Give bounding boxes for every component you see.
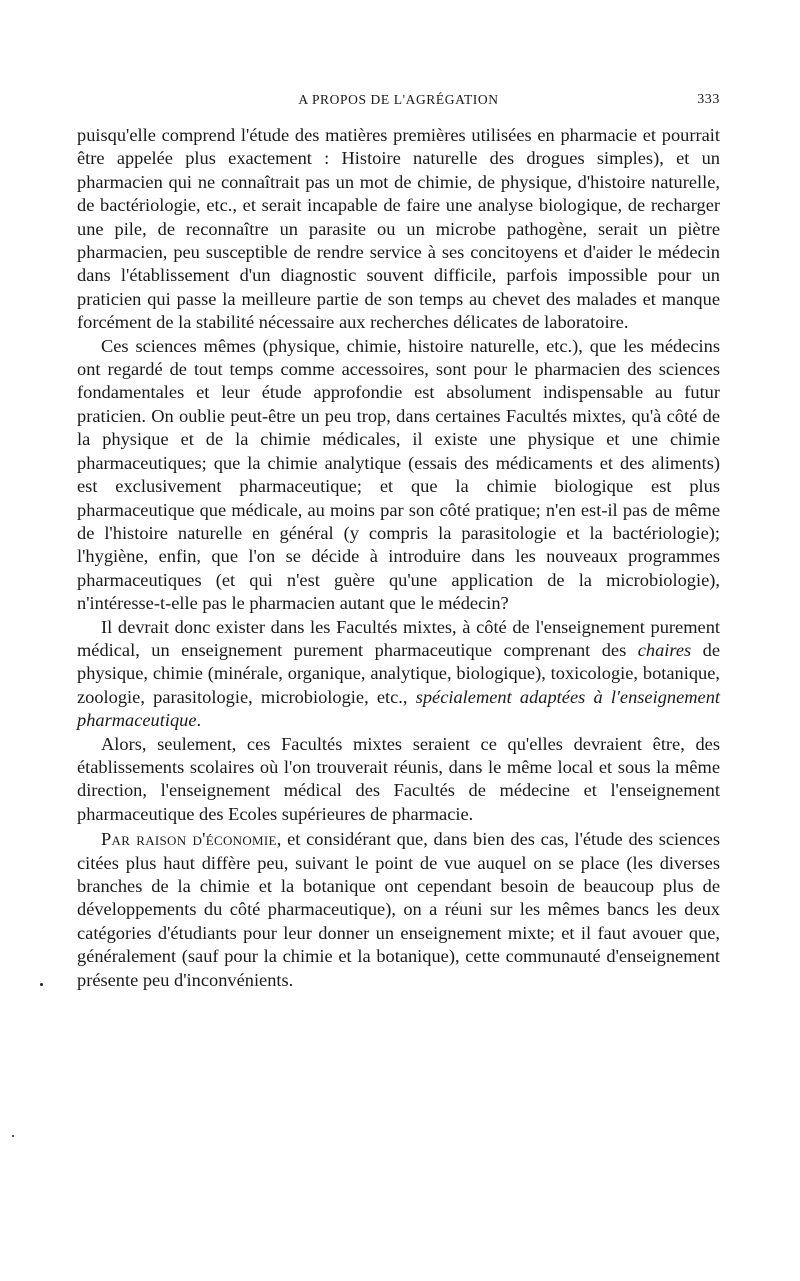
paragraph-3-text-middle: de physique, chimie (minérale, organique, analytique, biologique), toxicologie, botanique, zoologie, parasitologie, microbiologie, etc.,: [77, 639, 721, 707]
paragraph-3-italic-chaires: chaires: [637, 639, 692, 660]
paragraph-5-smallcaps-lead: Par raison d'économie: [101, 829, 277, 850]
body-text: [77, 124, 720, 992]
paragraph-3-text-before: Il devrait donc exister dans les Facultés mixtes, à côté de l'enseignement purement médical, un enseignement purement pharmaceutique comprenant des: [77, 616, 720, 660]
paragraph-4: Alors, seulement, ces Facultés mixtes seraient ce qu'elles devraient être, des établissements scolaires où l'on trouverait réunis, dans le même local et sous la même direction, l'enseignement médical des Facultés de médecine et l'enseignement pharmaceutique des Ecoles supérieures de pharmacie.: [77, 733, 720, 824]
running-header: [77, 92, 720, 118]
margin-speck-mark: [12, 1135, 14, 1137]
paragraph-1: puisqu'elle comprend l'étude des matières premières utilisées en pharmacie et pourrait être appelée plus exactement : Histoire naturelle des drogues simples), et un pharmacien qui ne connaîtrait pas un mot de chimie, de physique, d'histoire naturelle, de bactériologie, etc., et serait incapable de faire une analyse biologique, de recharger une pile, de reconnaître un parasite ou un microbe pathogène, serait un piètre pharmacien, peu susceptible de rendre service à ses concitoyens et d'aider le médecin dans l'établissement d'un diagnostic souvent difficile, parfois impossible pour un praticien qui passe la meilleure partie de son temps au chevet des malades et manque forcément de la stabilité nécessaire aux recherches délicates de laboratoire.: [77, 125, 720, 333]
margin-speck-mark: [40, 983, 43, 986]
document-page: [77, 92, 720, 992]
page-number: 333: [697, 92, 720, 107]
running-title: A PROPOS DE L'AGRÉGATION: [298, 92, 499, 107]
paragraph-3: [77, 616, 720, 733]
paragraph-5: [77, 828, 720, 992]
paragraph-3-text-after: .: [196, 710, 202, 731]
paragraph-3-italic-emphasis: spécialement adaptées à l'enseignement pharmaceutique: [77, 686, 721, 731]
paragraph-2: Ces sciences mêmes (physique, chimie, histoire naturelle, etc.), que les médecins ont regardé de tout temps comme accessoires, sont pour le pharmacien des sciences fondamentales et leur étude approfondie est absolument indispensable au futur praticien. On oublie peut-être un peu trop, dans certaines Facultés mixtes, qu'à côté de la physique et de la chimie médicales, il existe une physique et une chimie pharmaceutiques; que la chimie analytique (essais des médicaments et des aliments) est exclusivement pharmaceutique; et que la chimie biologique est plus pharmaceutique que médicale, au moins par son côté pratique; n'en est-il pas de même de l'histoire naturelle en général (y compris la parasitologie et la bactériologie); l'hygiène, enfin, que l'on se décide à introduire dans les nouveaux programmes pharmaceutiques (et qui n'est guère qu'une application de la microbiologie), n'intéresse-t-elle pas le pharmacien autant que le médecin?: [77, 335, 720, 614]
paragraph-5-text: , et considérant que, dans bien des cas, l'étude des sciences citées plus haut diffère peu, suivant le point de vue auquel on se place (les diverses branches de la chimie et la botanique ont cependant besoin de beaucoup plus de développements du côté pharmaceutique), on a réuni sur les mêmes bancs les deux catégories d'étudiants pour leur donner un enseignement mixte; et il faut avouer que, généralement (sauf pour la chimie et la botanique), cette communauté d'enseignement présente peu d'inconvénients.: [77, 829, 720, 990]
